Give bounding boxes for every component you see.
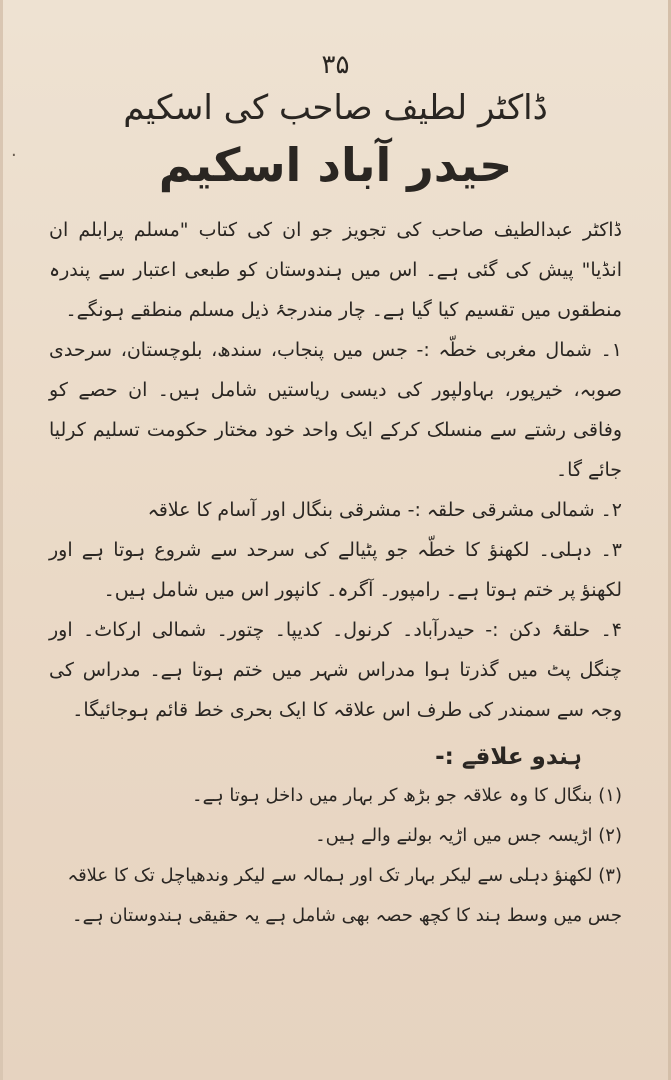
margin-mark: . [11, 140, 17, 161]
page-title: حیدر آباد اسکیم [158, 138, 513, 192]
hindu-regions-heading: ہندو علاقے :- [435, 744, 582, 770]
zone-item-2: ۲۔ شمالی مشرقی حلقہ :- مشرقی بنگال اور آسام کا علاقہ [147, 499, 622, 521]
page-number: ۳۵ [321, 50, 350, 80]
hindu-region-2: (۲) اڑیسہ جس میں اڑیہ بولنے والے ہیں۔ [315, 825, 622, 846]
zone-item-4: ۴۔ حلقۂ دکن :- حیدرآباد۔ کرنول۔ کدیپا۔ چتور۔ شمالی ارکاٹ۔ اور چنگل پٹ میں گذرتا ہوا مدراس شہر میں ختم ہوتا ہے۔ مدراس کی وجہ سے سمندر کی طرف اس علاقہ کا ایک بحری خط قائم ہوجائیگا۔ [49, 619, 622, 721]
page-subtitle: ڈاکٹر لطیف صاحب کی اسکیم [123, 88, 548, 128]
zone-item-1: ۱۔ شمال مغربی خطّہ :- جس میں پنجاب، سندھ، بلوچستان، سرحدی صوبہ، خیرپور، بہاولپور کی دیسی ریاستیں شامل ہیں۔ ان حصے کو وفاقی رشتے سے منسلک کرکے ایک واحد خود مختار حکومت تسلیم کرلیا جائے گا۔ [49, 339, 622, 481]
intro-paragraph: ڈاکٹر عبدالطیف صاحب کی تجویز جو ان کی کتاب "مسلم پرابلم ان انڈیا" پیش کی گئی ہے۔ اس میں ہندوستان کو طبعی اعتبار سے پندرہ منطقوں میں تقسیم کیا گیا ہے۔ چار مندرجۂ ذیل مسلم منطقے ہونگے۔ [49, 219, 622, 321]
hindu-region-3: (۳) لکھنؤ دہلی سے لیکر بہار تک اور ہمالہ سے لیکر وندھیاچل تک کا علاقہ جس میں وسط ہند کا کچھ حصہ بھی شامل ہے یہ حقیقی ہندوستان ہے۔ [67, 865, 622, 926]
hindu-region-1: (۱) بنگال کا وہ علاقہ جو بڑھ کر بہار میں داخل ہوتا ہے۔ [192, 785, 622, 806]
zone-item-3: ۳۔ دہلی۔ لکھنؤ کا خطّہ جو پٹیالے کی سرحد سے شروع ہوتا ہے اور لکھنؤ پر ختم ہوتا ہے۔ رامپور۔ آگرہ۔ کانپور اس میں شامل ہیں۔ [49, 539, 622, 601]
